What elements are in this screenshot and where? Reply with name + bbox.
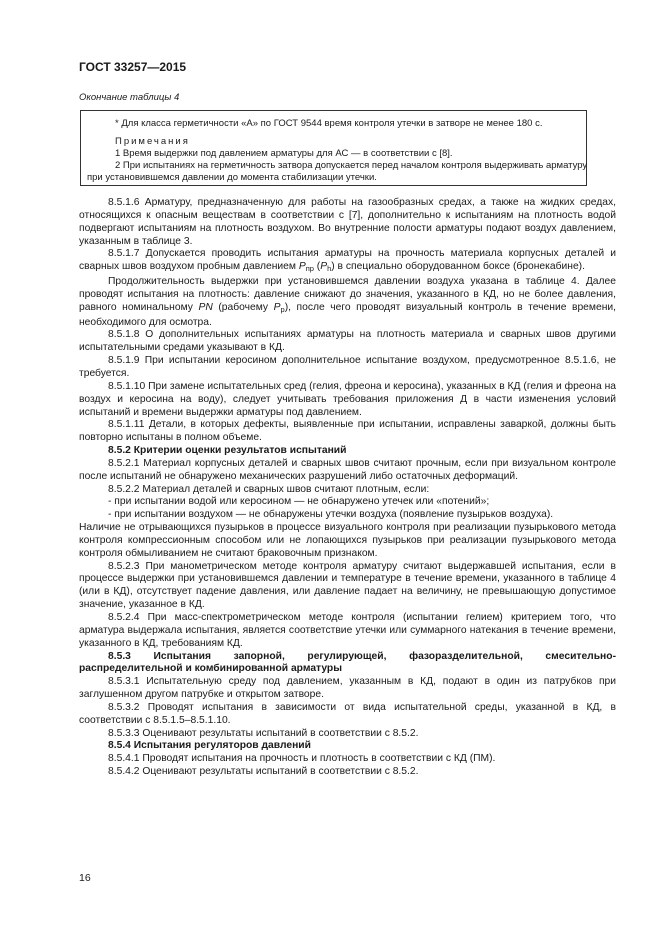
notes-heading: Примечания <box>115 136 190 147</box>
table-caption: Окончание таблицы 4 <box>79 92 180 103</box>
paragraph-8-5-4-1: 8.5.4.1 Проводят испытания на прочность и плотность в соответствии с КД (ПМ). <box>108 753 496 765</box>
paragraph-8-5-2-1: 8.5.2.1 Материал корпусных деталей и сварных швов считают прочным, если при визуальном контроле после испытаний не обнаружено механических разрушений либо остаточных деформаций. <box>79 457 616 482</box>
paragraph-8-5-1-6: 8.5.1.6 Арматуру, предназначенную для работы на газообразных средах, а также на жидких средах, относящихся к опасным веществам в соответствии с [7], дополнительно к испытаниям на плотность водой подвергают испытаниям на плотность воздухом. Во внутренние полости арматуры подают воздух давлением, указанным в таблице 3. <box>79 197 616 247</box>
section-heading-8-5-3: 8.5.3 Испытания запорной, регулирующей, фазоразделительной, смесительно-распределительной и комбинированной арматуры <box>79 650 616 675</box>
paragraph-8-5-1-9: 8.5.1.9 При испытании керосином дополнительное испытание воздухом, предусмотренное 8.5.1.6, не требуется. <box>79 355 616 379</box>
paragraph-8-5-2-3: 8.5.2.3 При манометрическом методе контроля арматуру считают выдержавшей испытания, если в процессе выдержки при установившемся давлении и температуре в течение времени, указанного в таблице 4 (или в КД), отсутствует падение давления, или давление падает на величину, не превышающую допустимое значение, указанное в КД. <box>79 560 616 611</box>
paragraph-8-5-1-8: 8.5.1.8 О дополнительных испытаниях арматуры на плотность материала и сварных швов другими испытательными средами указывают в КД. <box>79 329 616 354</box>
paragraph-8-5-3-1: 8.5.3.1 Испытательную среду под давлением, указанным в КД, подают в один из патрубков при заглушенном другом патрубке и открытом затворе. <box>79 676 616 701</box>
note-2-line-2: при установившемся давлении до момента стабилизации утечки. <box>87 172 377 183</box>
paragraph-8-5-2-2: 8.5.2.2 Материал деталей и сварных швов считают плотным, если: <box>108 483 430 495</box>
paragraph-8-5-2-2-item-air: - при испытании воздухом — не обнаружены утечки воздуха (появление пузырьков воздуха). <box>108 509 554 521</box>
section-heading-8-5-4: 8.5.4 Испытания регуляторов давлений <box>108 740 311 752</box>
paragraph-duration: Продолжительность выдержки при установившемся давлении воздуха указана в таблице 4. Далее проводят испытания на плотность: давление снижают до значения, указанного в КД, но не более давления, равного номинальному PN (рабочему $P_p$), после чего проводят визуальный контроль в течение времени, необходимого для осмотра. <box>79 276 617 328</box>
section-heading-8-5-2: 8.5.2 Критерии оценки результатов испытаний <box>108 445 347 457</box>
paragraph-8-5-3-2: 8.5.3.2 Проводят испытания в зависимости от вида испытательной среды, указанной в КД, в соответствии с 8.5.1.5–8.5.1.10. <box>79 701 616 726</box>
page-number: 16 <box>79 872 91 884</box>
paragraph-8-5-3-3: 8.5.3.3 Оценивают результаты испытаний в соответствии с 8.5.2. <box>108 727 419 739</box>
paragraph-8-5-2-4: 8.5.2.4 При масс-спектрометрическом методе контроля (испытании гелием) критерием того, что арматура выдержала испытания, является соответствие утечки или суммарного натекания в течение времени, указанного в КД, требованиям КД. <box>79 612 616 649</box>
paragraph-8-5-2-2-continuation: Наличие не отрывающихся пузырьков в процессе визуального контроля при реализации пузырькового метода контроля компрессионным способом или не лопающихся пузырьков при реализации пузырькового метода контроля обмыливанием не считают браковочным признаком. <box>79 522 616 559</box>
table-notes-box <box>80 110 587 186</box>
paragraph-8-5-2-2-item-water: - при испытании водой или керосином — не обнаружено утечек или «потений»; <box>108 496 490 508</box>
table-footnote: * Для класса герметичности «А» по ГОСТ 9544 время контроля утечки в затворе не менее 180 с. <box>115 118 543 129</box>
paragraph-8-5-1-10: 8.5.1.10 При замене испытательных сред (гелия, фреона и керосина), указанных в КД (гелия и фреона на воздух и керосина на воду), следует учитывать требования приложения Д в части изменения условий испытаний и времени выдержки арматуры под давлением. <box>79 380 616 418</box>
note-1: 1 Время выдержки под давлением арматуры для АС — в соответствии с [8]. <box>115 148 453 159</box>
paragraph-8-5-1-11: 8.5.1.11 Детали, в которых дефекты, выявленные при испытании, исправлены заваркой, должны быть повторно испытаны в полном объеме. <box>79 419 616 444</box>
note-2-line-1: 2 При испытаниях на герметичность затвора допускается перед началом контроля выдерживать арматуру <box>115 160 588 171</box>
document-header: ГОСТ 33257—2015 <box>79 60 187 74</box>
document-body <box>79 197 616 779</box>
paragraph-8-5-4-2: 8.5.4.2 Оценивают результаты испытаний в соответствии с 8.5.2. <box>108 766 419 778</box>
paragraph-8-5-1-7: 8.5.1.7 Допускается проводить испытания арматуры на прочность материала корпусных деталей и сварных швов воздухом пробным давлением $P_{пр}$ $(P_h)$ в специально оборудованном боксе (бронекабине). <box>79 248 616 274</box>
